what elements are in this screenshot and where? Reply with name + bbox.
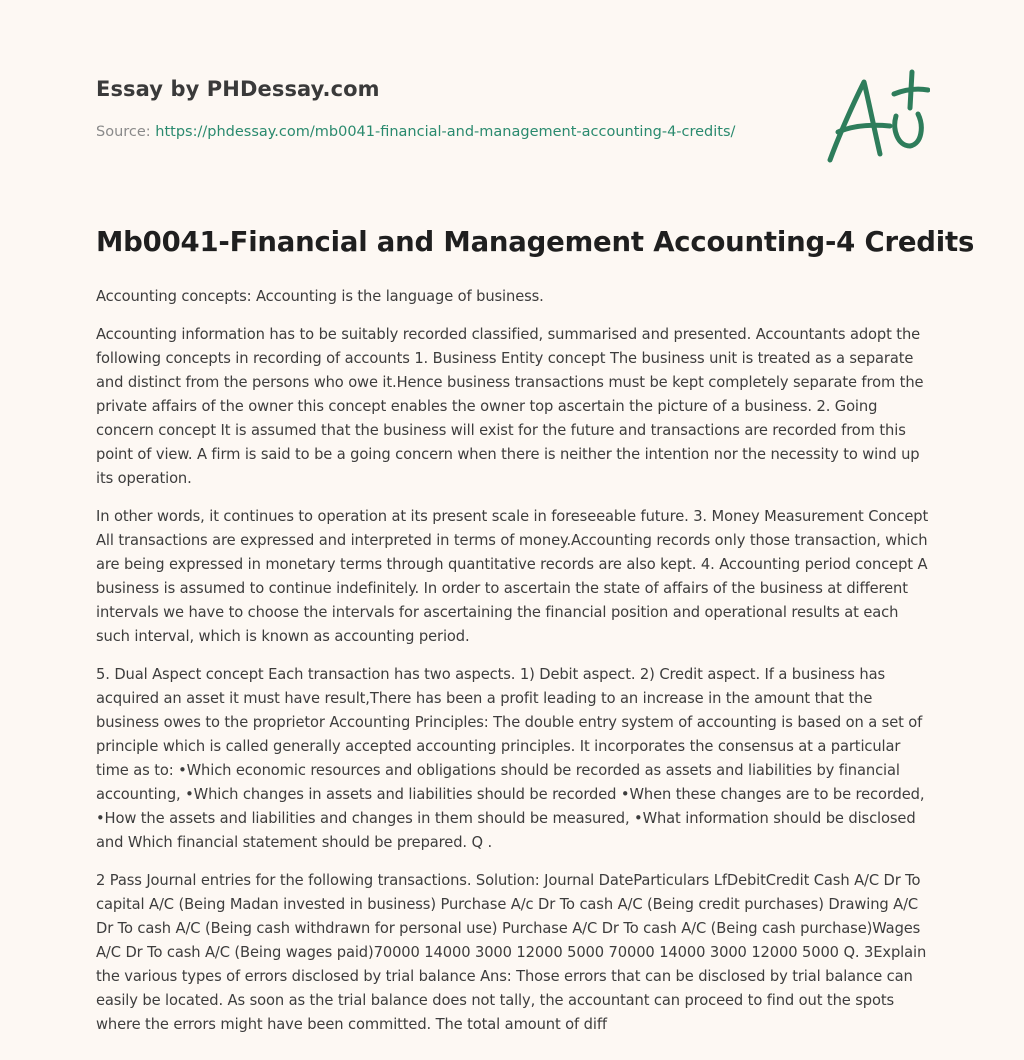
paragraph: Accounting concepts: Accounting is the language of business. [96,288,544,305]
paragraph: 2 Pass Journal entries for the following transactions. Solution: Journal DateParticulars LfDebitCredit Cash A/C Dr To capital A/C (Being Madan invested in business) Purchase A/c Dr To cash A/C (Being credit purchases) Drawing A/C Dr To cash A/C (Being cash withdrawn for personal use) Purchase A/C Dr To cash A/C (Being cash purchase)Wages A/C Dr To cash A/C (Being wages paid)70000 14000 3000 12000 5000 70000 14000 3000 12000 5000 Q. 3Explain the various types of errors disclosed by trial balance Ans: Those errors that can be disclosed by trial balance can easily be located. As soon as the trial balance does not tally, the accountant can proceed to find out the spots where the errors might have been committed. The total amount of diff [96,872,927,1033]
paragraph: Accounting information has to be suitably recorded classified, summarised and presented. Accountants adopt the following concepts in recording of accounts 1. Business Entity concept The business unit is treated as a separate and distinct from the persons who owe it.Hence business transactions must be kept completely separate from the private affairs of the owner this concept enables the owner top ascertain the picture of a business. 2. Going concern concept It is assumed that the business will exist for the future and transactions are recorded from this point of view. A firm is said to be a going concern when there is neither the intention nor the necessity to wind up its operation. [96,326,924,487]
site-brand: Essay by PHDessay.com [96,77,380,101]
paragraph: In other words, it continues to operation at its present scale in foreseeable future. 3. Money Measurement Concept All transactions are expressed and interpreted in terms of money.Accounting records only those transaction, which are being expressed in monetary terms through quantitative records are also kept. 4. Accounting period concept A business is assumed to continue indefinitely. In order to ascertain the state of affairs of the business at different intervals we have to choose the intervals for ascertaining the financial position and operational results at each such interval, which is known as accounting period. [96,508,929,645]
a-plus-logo-icon [824,68,930,168]
source-line [96,124,735,140]
article-body [96,285,932,1051]
source-link[interactable]: https://phdessay.com/mb0041-financial-and-management-accounting-4-credits/ [155,124,736,140]
source-label: Source: [96,124,156,140]
paragraph: 5. Dual Aspect concept Each transaction has two aspects. 1) Debit aspect. 2) Credit aspect. If a business has acquired an asset it must have result,There has been a profit leading to an increase in the amount that the business owes to the proprietor Accounting Principles: The double entry system of accounting is based on a set of principle which is called generally accepted accounting principles. It incorporates the consensus at a particular time as to: •Which economic resources and obligations should be recorded as assets and liabilities by financial accounting, •Which changes in assets and liabilities should be recorded •When these changes are to be recorded, •How the assets and liabilities and changes in them should be measured, •What information should be disclosed and Which financial statement should be prepared. Q . [96,666,925,851]
article-title: Mb0041-Financial and Management Accounting-4 Credits [96,226,975,258]
